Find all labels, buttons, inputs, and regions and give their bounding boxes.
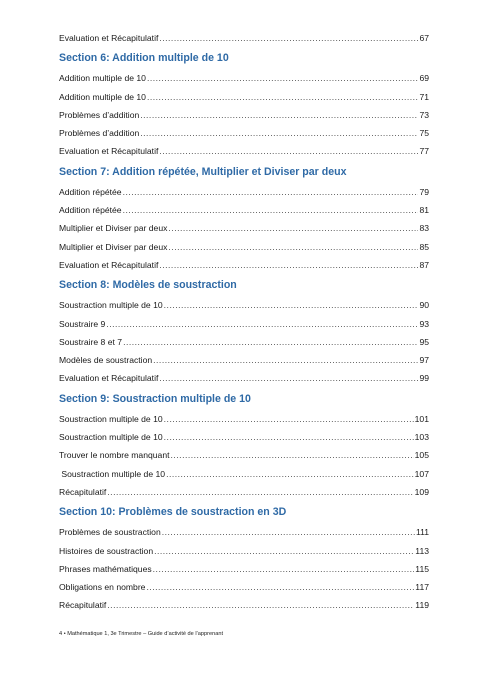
toc-entry[interactable]	[59, 29, 429, 47]
toc-entry[interactable]	[59, 69, 429, 87]
dot-leader	[153, 560, 415, 578]
toc-entry[interactable]	[59, 88, 429, 106]
dot-leader	[164, 296, 419, 314]
toc-entry-page-number: 115	[415, 563, 429, 574]
toc-entry-title: Soustraction multiple de 10	[59, 300, 163, 311]
page-footer	[59, 631, 223, 637]
dot-leader	[162, 523, 415, 541]
dot-leader	[153, 351, 418, 369]
toc-entry-title: Phrases mathématiques	[59, 563, 152, 574]
toc-entry-page-number: 117	[415, 582, 429, 593]
toc-entry[interactable]	[59, 142, 429, 160]
dot-leader	[140, 106, 418, 124]
dot-leader	[168, 238, 418, 256]
footer-title: Mathématique 1, 3e Trimestre – Guide d’activité de l’apprenant	[67, 631, 223, 637]
toc-entry[interactable]	[59, 219, 429, 237]
dot-leader	[123, 183, 419, 201]
toc-entry-title: Soustraire 8 et 7	[59, 336, 123, 347]
toc-entry-title: Récapitulatif	[59, 600, 107, 611]
dot-leader	[171, 446, 414, 464]
toc-entry-title: Evaluation et Récapitulatif	[59, 373, 159, 384]
dot-leader	[106, 315, 418, 333]
toc-entry-title: Soustraire 9	[59, 318, 106, 329]
section-heading: Section 9: Soustraction multiple de 10	[59, 392, 251, 405]
dot-leader	[107, 483, 413, 501]
toc-entry[interactable]	[59, 106, 429, 124]
toc-entry[interactable]	[59, 446, 429, 464]
toc-entry-title: Obligations en nombre	[59, 582, 146, 593]
toc-entry-title: Soustraction multiple de 10	[59, 432, 163, 443]
toc-entry-title: Récapitulatif	[59, 486, 107, 497]
toc-entry[interactable]	[59, 560, 429, 578]
toc-entry-title: Evaluation et Récapitulatif	[59, 146, 159, 157]
toc-entry[interactable]	[59, 523, 429, 541]
toc-entry[interactable]	[59, 296, 429, 314]
table-of-contents	[59, 29, 429, 615]
toc-entry-page-number: 87	[419, 259, 429, 270]
toc-entry-page-number: 81	[419, 205, 429, 216]
toc-entry-title: Problèmes d’addition	[59, 109, 140, 120]
footer-page-number: 4	[59, 631, 63, 637]
dot-leader	[146, 578, 414, 596]
toc-entry[interactable]	[59, 183, 429, 201]
footer-separator: •	[63, 631, 66, 637]
toc-entry-page-number: 69	[419, 73, 429, 84]
toc-entry-title: Addition répétée	[59, 186, 122, 197]
toc-entry[interactable]	[59, 596, 429, 614]
toc-entry[interactable]	[59, 315, 429, 333]
toc-entry-title: Trouver le nombre manquant	[59, 450, 170, 461]
toc-entry[interactable]	[59, 333, 429, 351]
section-heading: Section 8: Modèles de soustraction	[59, 279, 237, 292]
toc-entry[interactable]	[59, 238, 429, 256]
toc-entry-page-number: 111	[415, 527, 429, 538]
dot-leader	[140, 124, 418, 142]
toc-entry-title: Problèmes de soustraction	[59, 527, 161, 538]
toc-entry-title: Addition répétée	[59, 205, 122, 216]
toc-entry-page-number: 103	[414, 432, 429, 443]
dot-leader	[123, 201, 419, 219]
section-heading: Section 6: Addition multiple de 10	[59, 52, 229, 65]
toc-entry-page-number: 101	[414, 413, 429, 424]
toc-entry[interactable]	[59, 369, 429, 387]
dot-leader	[154, 542, 414, 560]
dot-leader	[159, 29, 418, 47]
toc-entry[interactable]	[59, 578, 429, 596]
toc-entry[interactable]	[59, 542, 429, 560]
toc-entry-page-number: 90	[419, 300, 429, 311]
toc-entry-page-number: 79	[419, 186, 429, 197]
toc-entry[interactable]	[59, 483, 429, 501]
toc-entry-title: Multiplier et Diviser par deux	[59, 223, 168, 234]
toc-entry-page-number: 105	[414, 450, 429, 461]
toc-entry-title: Multiplier et Diviser par deux	[59, 241, 168, 252]
toc-entry[interactable]	[59, 256, 429, 274]
toc-entry-page-number: 83	[419, 223, 429, 234]
toc-entry-title: Evaluation et Récapitulatif	[59, 33, 159, 43]
toc-entry-page-number: 73	[419, 109, 429, 120]
toc-entry-page-number: 93	[419, 318, 429, 329]
toc-entry-title: Addition multiple de 10	[59, 91, 146, 102]
toc-entry-title: Histoires de soustraction	[59, 545, 154, 556]
toc-entry-page-number: 109	[414, 486, 429, 497]
toc-entry-page-number: 77	[419, 146, 429, 157]
toc-entry-page-number: 67	[419, 33, 429, 43]
toc-entry-page-number: 71	[419, 91, 429, 102]
toc-entry-title: Evaluation et Récapitulatif	[59, 259, 159, 270]
dot-leader	[164, 410, 414, 428]
toc-entry[interactable]	[59, 351, 429, 369]
toc-entry[interactable]	[59, 428, 429, 446]
dot-leader	[164, 428, 414, 446]
toc-entry-page-number: 107	[414, 468, 429, 479]
toc-entry-page-number: 85	[419, 241, 429, 252]
toc-entry-page-number: 119	[415, 600, 429, 611]
dot-leader	[147, 69, 418, 87]
toc-entry-title: Addition multiple de 10	[59, 73, 146, 84]
dot-leader	[168, 219, 418, 237]
toc-entry[interactable]	[59, 201, 429, 219]
toc-entry-title: Problèmes d’addition	[59, 128, 140, 139]
toc-entry-page-number: 113	[415, 545, 429, 556]
dot-leader	[159, 256, 418, 274]
toc-entry-title: Modèles de soustraction	[59, 355, 153, 366]
toc-entry-title: Soustraction multiple de 10	[59, 468, 166, 479]
toc-entry[interactable]	[59, 410, 429, 428]
toc-entry-page-number: 95	[419, 336, 429, 347]
toc-entry-page-number: 75	[419, 128, 429, 139]
toc-entry-title: Soustraction multiple de 10	[59, 413, 163, 424]
section-heading: Section 7: Addition répétée, Multiplier et Diviser par deux	[59, 165, 347, 178]
section-heading: Section 10: Problèmes de soustraction en 3D	[59, 506, 287, 519]
toc-entry-page-number: 97	[419, 355, 429, 366]
toc-entry-page-number: 99	[419, 373, 429, 384]
dot-leader	[159, 142, 418, 160]
dot-leader	[159, 369, 418, 387]
dot-leader	[166, 465, 414, 483]
dot-leader	[147, 88, 418, 106]
dot-leader	[107, 596, 414, 614]
toc-entry[interactable]	[59, 465, 429, 483]
toc-entry[interactable]	[59, 124, 429, 142]
dot-leader	[123, 333, 418, 351]
